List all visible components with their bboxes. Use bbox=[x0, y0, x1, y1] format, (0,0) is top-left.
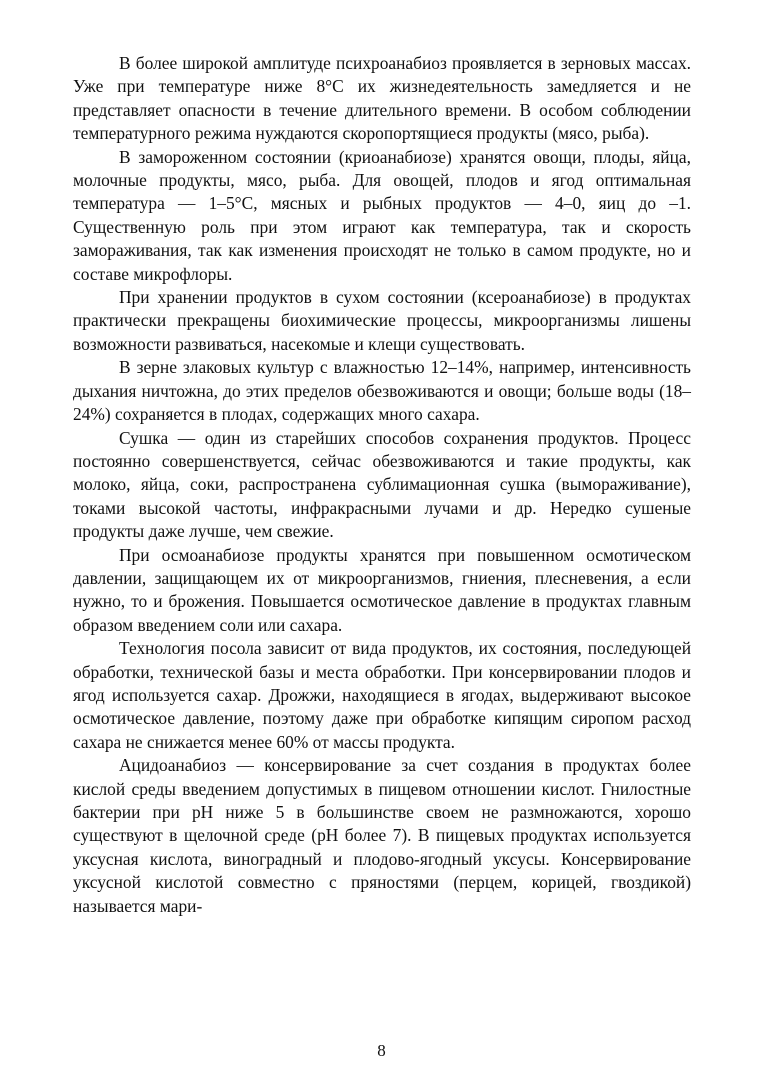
page-number: 8 bbox=[377, 1041, 386, 1060]
page-body bbox=[73, 52, 691, 918]
paragraph-osmoanabiosis: При осмоанабиозе продукты хранятся при повышенном осмотическом давлении, защищающем их от микроорганизмов, гниения, плесневения, а если нужно, то и брожения. Повышается осмотическое давление в продуктах главным образом введением соли или сахара. bbox=[73, 544, 691, 635]
paragraph-grain-moisture: В зерне злаковых культур с влажностью 12–14%, например, интенсивность дыхания ничтожна, до этих пределов обезвоживаются и овощи; больше воды (18–24%) сохраняется в плодах, содержащих много сахара. bbox=[73, 357, 691, 425]
paragraph-cryoanabiosis: В замороженном состоянии (криоанабиозе) хранятся овощи, плоды, яйца, молочные продукты, мясо, рыба. Для овощей, плодов и ягод оптимальная температура — 1–5°С, мясных и рыбных продуктов — 4–0, яиц до –1. Существенную роль при этом играют как температура, так и скорость замораживания, так как изменения происходят не только в самом продукте, но и составе микрофлоры. bbox=[73, 146, 691, 284]
paragraph-drying: Сушка — один из старейших способов сохранения продуктов. Процесс постоянно совершенствуется, сейчас обезвоживаются и такие продукты, как молоко, яйца, соки, распространена сублимационная сушка (вымораживание), токами высокой частоты, инфракрасными лучами и др. Нередко сушеные продукты даже лучше, чем свежие. bbox=[73, 427, 691, 542]
paragraph-xeroanabiosis: При хранении продуктов в сухом состоянии (ксероанабиозе) в продуктах практически прекращены биохимические процессы, микроорганизмы лишены возможности развиваться, насекомые и клещи существовать. bbox=[73, 287, 691, 354]
paragraph-psychroanabiosis: В более широкой амплитуде психроанабиоз проявляется в зерновых массах. Уже при температуре ниже 8°С их жизнедеятельность замедляется и не представляет опасности в течение длительного времени. В особом соблюдении температурного режима нуждаются скоропортящиеся продукты (мясо, рыба). bbox=[73, 53, 691, 144]
paragraph-salting-technology: Технология посола зависит от вида продуктов, их состояния, последующей обработки, технической базы и места обработки. При консервировании плодов и ягод используется сахар. Дрожжи, находящиеся в ягодах, выдерживают высокое осмотическое давление, поэтому даже при обработке кипящим сиропом расход сахара не снижается менее 60% от массы продукта. bbox=[73, 638, 691, 752]
paragraph-acidoanabiosis: Ацидоанабиоз — консервирование за счет создания в продуктах более кислой среды введением допустимых в пищевом отношении кислот. Гнилостные бактерии при рН ниже 5 в большинстве своем не размножаются, хорошо существуют в щелочной среде (рН более 7). В пищевых продуктах используется уксусная кислота, виноградный и плодово-ягодный уксусы. Консервирование уксусной кислотой совместно с пряностями (перцем, корицей, гвоздикой) называется мари- bbox=[73, 755, 691, 916]
